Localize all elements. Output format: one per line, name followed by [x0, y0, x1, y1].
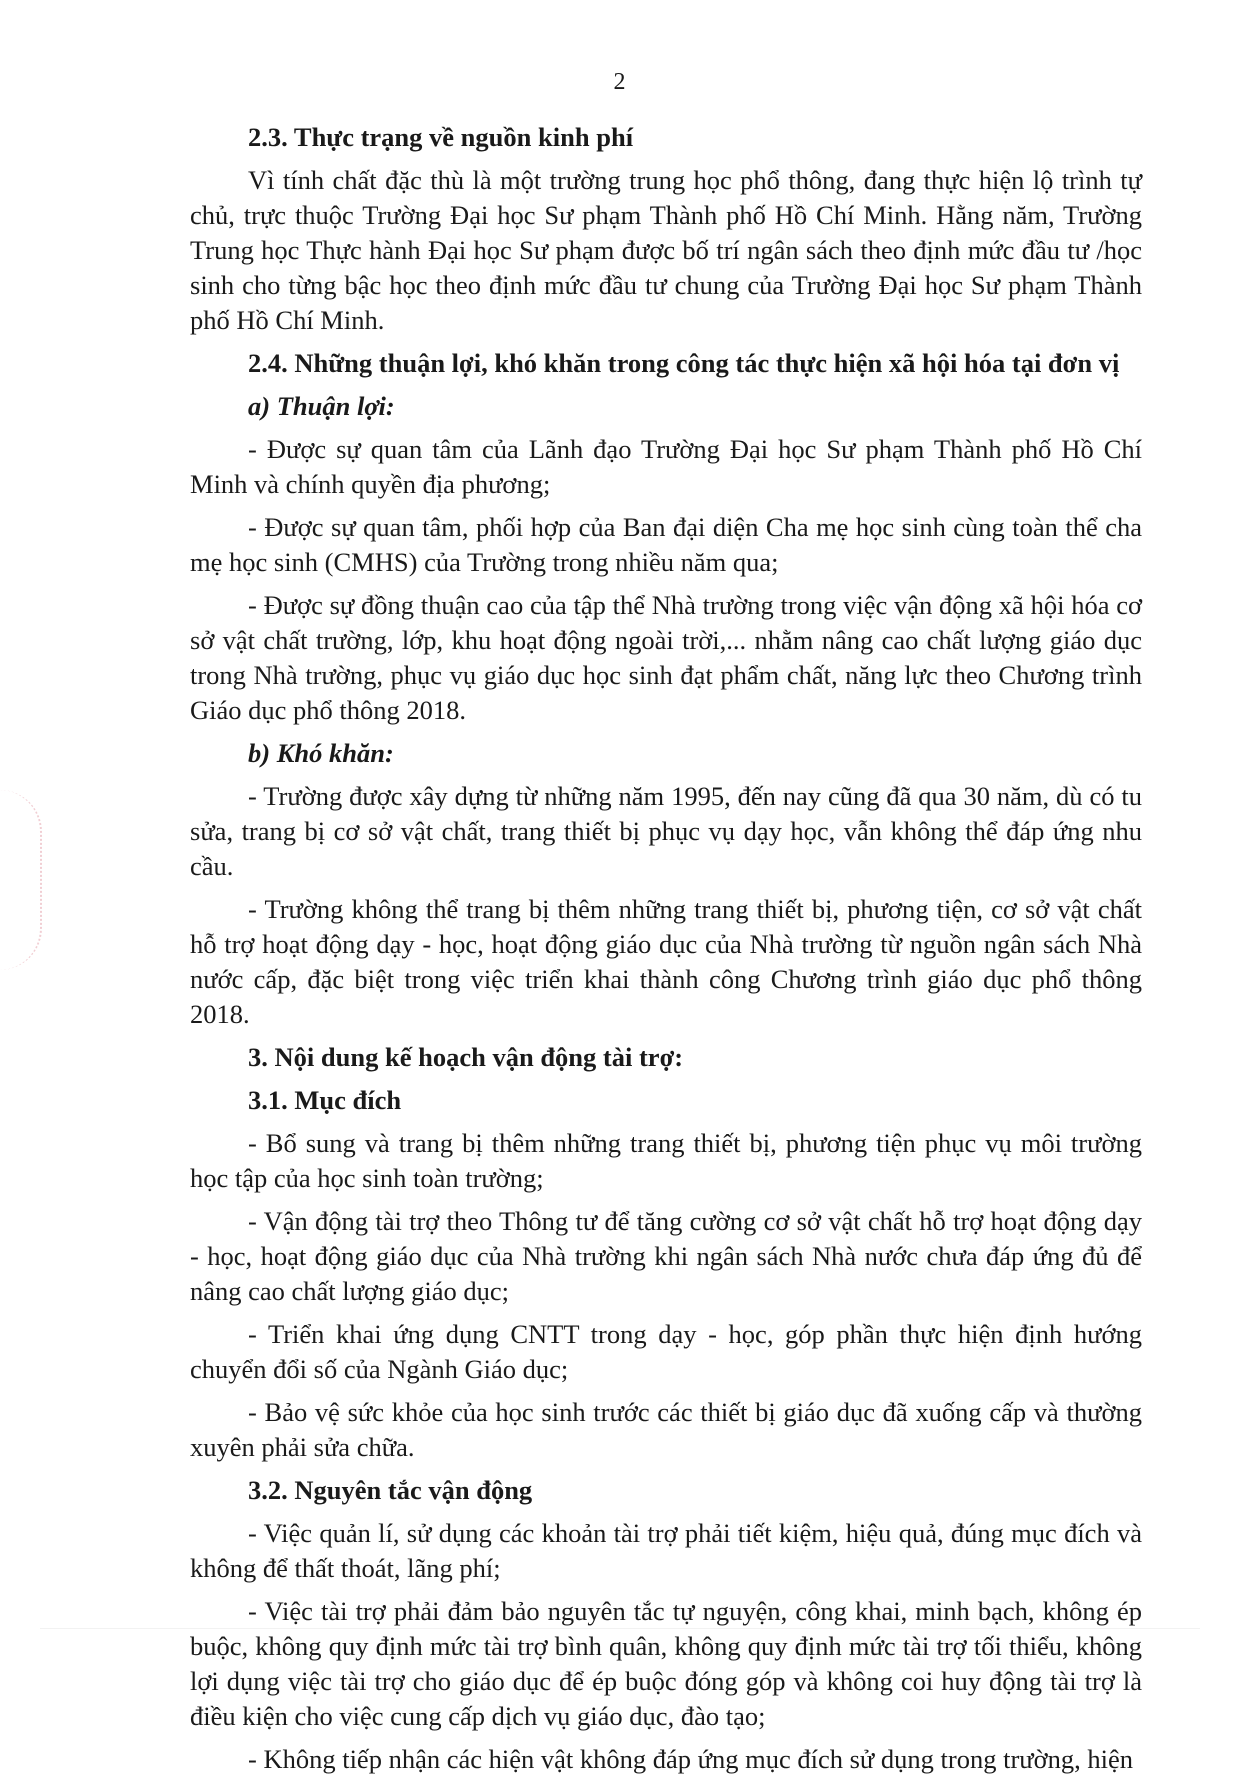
purpose-item: - Bổ sung và trang bị thêm những trang thiết bị, phương tiện phục vụ môi trường học tập của học sinh toàn trường; — [190, 1128, 1142, 1193]
page-number: 2 — [613, 69, 626, 95]
page-bottom-shadow — [40, 1628, 1200, 1629]
section-3-heading: 3. Nội dung kế hoạch vận động tài trợ: — [248, 1042, 684, 1072]
principle-item: - Việc quản lí, sử dụng các khoản tài trợ phải tiết kiệm, hiệu quả, đúng mục đích và không để thất thoát, lãng phí; — [190, 1518, 1142, 1583]
advantage-item: - Được sự đồng thuận cao của tập thể Nhà trường trong việc vận động xã hội hóa cơ sở vật chất trường, lớp, khu hoạt động ngoài trời,... nhằm nâng cao chất lượng giáo dục trong Nhà trường, phục vụ giáo dục học sinh đạt phẩm chất, năng lực theo Chương trình Giáo dục phổ thông 2018. — [190, 590, 1142, 725]
section-2-3-paragraph: Vì tính chất đặc thù là một trường trung học phổ thông, đang thực hiện lộ trình tự chủ, trực thuộc Trường Đại học Sư phạm Thành phố Hồ Chí Minh. Hằng năm, Trường Trung học Thực hành Đại học Sư phạm được bố trí ngân sách theo định mức đầu tư /học sinh cho từng bậc học theo định mức đầu tư chung của Trường Đại học Sư phạm Thành phố Hồ Chí Minh. — [190, 165, 1142, 335]
principles-heading: 3.2. Nguyên tắc vận động — [248, 1475, 533, 1505]
purpose-item: - Bảo vệ sức khỏe của học sinh trước các thiết bị giáo dục đã xuống cấp và thường xuyên phải sửa chữa. — [190, 1397, 1142, 1462]
purpose-heading: 3.1. Mục đích — [248, 1085, 402, 1115]
advantage-item: - Được sự quan tâm, phối hợp của Ban đại diện Cha mẹ học sinh cùng toàn thể cha mẹ học sinh (CMHS) của Trường trong nhiều năm qua; — [190, 512, 1142, 577]
document-body — [190, 120, 1142, 1785]
difficulty-item: - Trường không thể trang bị thêm những trang thiết bị, phương tiện, cơ sở vật chất hỗ trợ hoạt động dạy - học, hoạt động giáo dục của Nhà trường từ nguồn ngân sách Nhà nước cấp, đặc biệt trong việc triển khai thành công Chương trình giáo dục phổ thông 2018. — [190, 894, 1142, 1029]
difficulty-item: - Trường được xây dựng từ những năm 1995, đến nay cũng đã qua 30 năm, dù có tu sửa, trang bị cơ sở vật chất, trang thiết bị phục vụ dạy học, vẫn không thể đáp ứng nhu cầu. — [190, 781, 1142, 881]
purpose-item: - Vận động tài trợ theo Thông tư để tăng cường cơ sở vật chất hỗ trợ hoạt động dạy - học, hoạt động giáo dục của Nhà trường khi ngân sách Nhà nước chưa đáp ứng đủ để nâng cao chất lượng giáo dục; — [190, 1206, 1142, 1306]
principle-item: - Không tiếp nhận các hiện vật không đáp ứng mục đích sử dụng trong trường, hiện — [248, 1744, 1134, 1774]
section-2-3-heading: 2.3. Thực trạng về nguồn kinh phí — [248, 122, 634, 152]
purpose-item: - Triển khai ứng dụng CNTT trong dạy - học, góp phần thực hiện định hướng chuyển đổi số của Ngành Giáo dục; — [190, 1319, 1142, 1384]
section-2-4-heading: 2.4. Những thuận lợi, khó khăn trong công tác thực hiện xã hội hóa tại đơn vị — [248, 348, 1120, 378]
red-stamp-edge — [0, 790, 42, 970]
advantages-heading: a) Thuận lợi: — [248, 391, 395, 421]
advantage-item: - Được sự quan tâm của Lãnh đạo Trường Đại học Sư phạm Thành phố Hồ Chí Minh và chính quyền địa phương; — [190, 434, 1142, 499]
difficulties-heading: b) Khó khăn: — [248, 738, 394, 768]
principle-item: - Việc tài trợ phải đảm bảo nguyên tắc tự nguyện, công khai, minh bạch, không ép buộc, không quy định mức tài trợ bình quân, không quy định mức tài trợ tối thiểu, không lợi dụng việc tài trợ cho giáo dục để ép buộc đóng góp và không coi huy động tài trợ là điều kiện cho việc cung cấp dịch vụ giáo dục, đào tạo; — [190, 1596, 1142, 1731]
